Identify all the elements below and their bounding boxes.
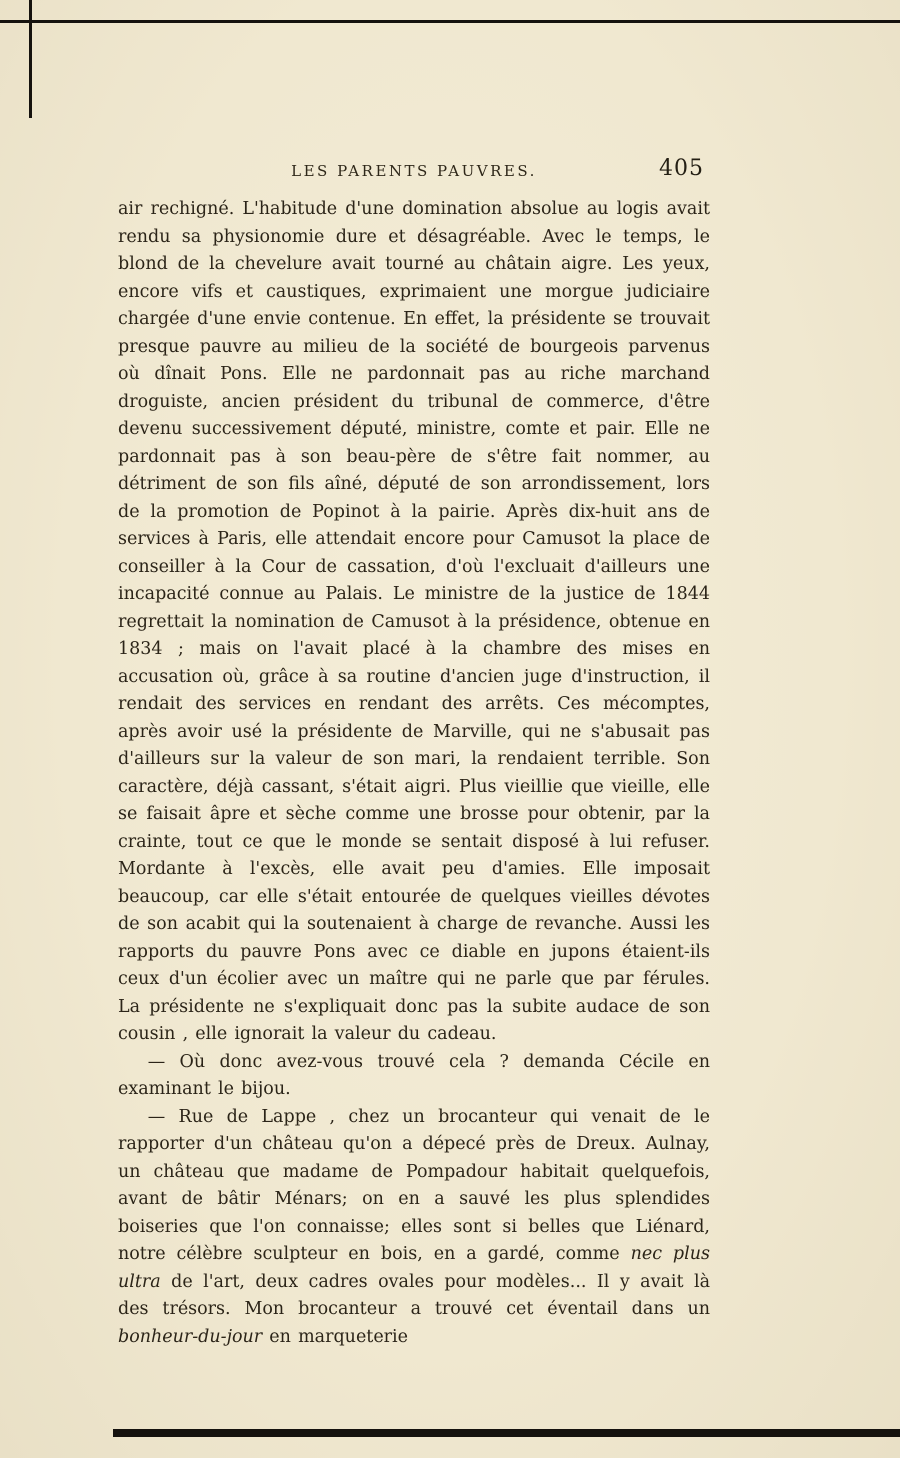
- running-title: LES PARENTS PAUVRES.: [291, 162, 537, 180]
- page-number: 405: [659, 156, 704, 181]
- scan-border-top: [0, 20, 900, 23]
- text-segment: air rechigné. L'habitude d'une domination absolue au logis avait rendu sa physionomie dure et désagréable. Avec le temps, le blond de la chevelure avait tourné au châtain aigre. Les yeux, encore vifs et caustiques, exprimaient une morgue judiciaire chargée d'une envie contenue. En effet, la présidente se trouvait presque pauvre au milieu de la société de bourgeois parvenus où dînait Pons. Elle ne pardonnait pas au riche marchand droguiste, ancien président du tribunal de commerce, d'être devenu successivement député, ministre, comte et pair. Elle ne pardonnait pas à son beau-père de s'être fait nommer, au détriment de son fils aîné, député de son arrondissement, lors de la promotion de Popinot à la pairie. Après dix-huit ans de services à Paris, elle attendait encore pour Camusot la place de conseiller à la Cour de cassation, d'où l'excluait d'ailleurs une incapacité connue au Palais. Le ministre de la justice de 1844 regrettait la nomination de Camusot à la présidence, obtenue en 1834 ; mais on l'avait placé à la chambre des mises en accusation où, grâce à sa routine d'ancien juge d'instruction, il rendait des services en rendant des arrêts. Ces mécomptes, après avoir usé la présidente de Marville, qui ne s'abusait pas d'ailleurs sur la valeur de son mari, la rendaient terrible. Son caractère, déjà cassant, s'était aigri. Plus vieillie que vieille, elle se faisait âpre et sèche comme une brosse pour obtenir, par la crainte, tout ce que le monde se sentait disposé à lui refuser. Mordante à l'excès, elle avait peu d'amies. Elle imposait beaucoup, car elle s'était entourée de quelques vieilles dévotes de son acabit qui la soutenaient à charge de revanche. Aussi les rapports du pauvre Pons avec ce diable en jupons étaient-ils ceux d'un écolier avec un maître qui ne parle que par férules. La présidente ne s'expliquait donc pas la subite audace de son cousin , elle ignorait la valeur du cadeau.: [118, 199, 710, 1044]
- paragraph: [118, 1049, 710, 1104]
- text-segment: — Où donc avez-vous trouvé cela ? demanda Cécile en examinant le bijou.: [118, 1051, 710, 1099]
- scan-border-left: [29, 0, 32, 118]
- text-segment: — Rue de Lappe , chez un brocanteur qui venait de le rapporter d'un château qu'on a dépecé près de Dreux. Aulnay, un château que madame de Pompadour habitait quelquefois, avant de bâtir Ménars; on en a sauvé les plus splendides boiseries que l'on connaisse; elles sont si belles que Liénard, notre célèbre sculpteur en bois, en a gardé, comme: [118, 1106, 710, 1264]
- paragraph: [118, 1104, 710, 1352]
- text-segment: de l'art, deux cadres ovales pour modèles... Il y avait là des trésors. Mon brocanteur a trouvé cet éventail dans un: [118, 1271, 710, 1319]
- italic-text-segment: nec plus ultra: [118, 1244, 710, 1292]
- body-paragraphs: [118, 196, 710, 1351]
- running-header: [118, 156, 710, 190]
- page-content: [118, 156, 710, 1351]
- text-segment: en marqueterie: [262, 1326, 409, 1347]
- paragraph: [118, 196, 710, 1049]
- italic-text-segment: bonheur-du-jour: [118, 1326, 263, 1347]
- scan-border-bottom: [113, 1429, 900, 1437]
